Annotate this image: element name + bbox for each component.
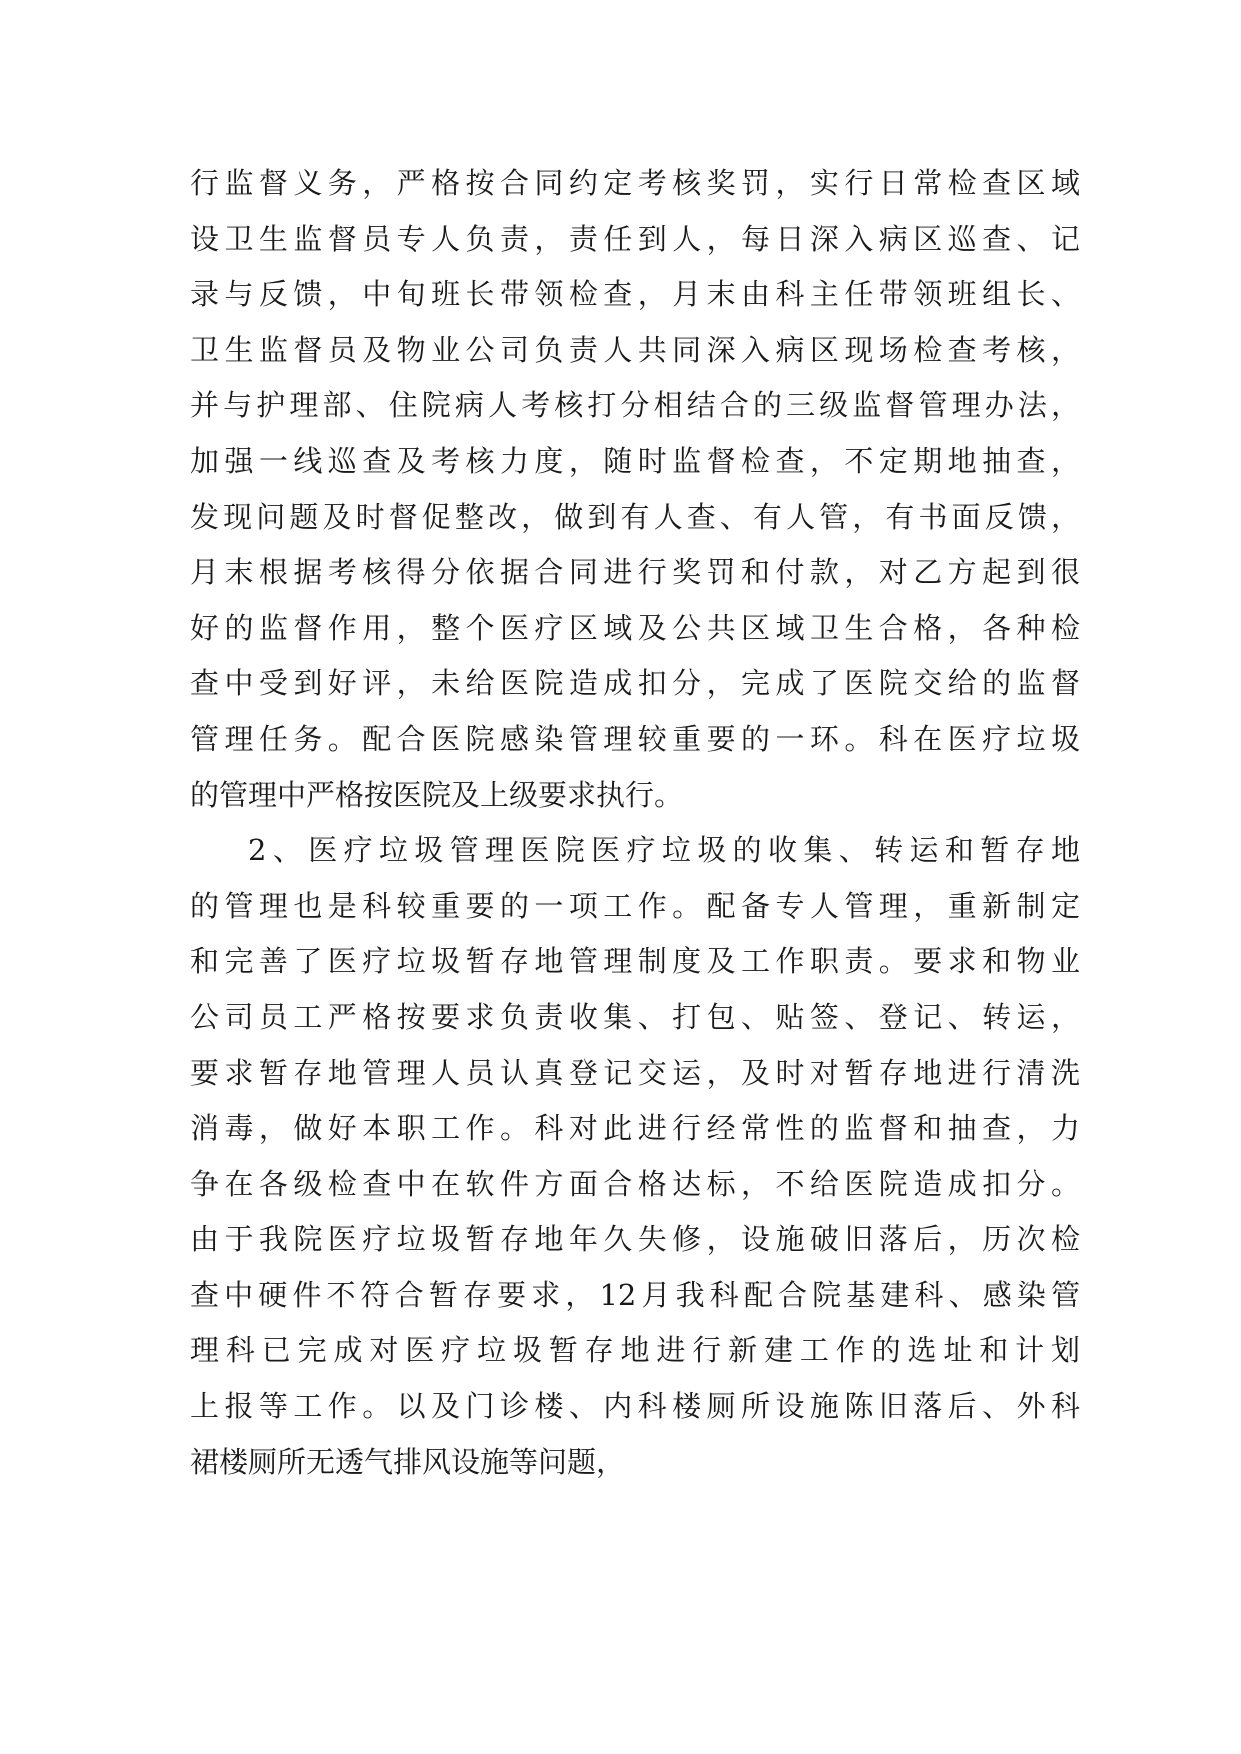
text-line: 的管理中严格按医院及上级要求执行。 (190, 777, 684, 812)
text-line: 和完善了医疗垃圾暂存地管理制度及工作职责。要求和物业 (190, 944, 1080, 979)
paragraph-2 (190, 823, 1080, 1490)
text-line: 消毒，做好本职工作。科对此进行经常性的监督和抽查，力 (190, 1111, 1080, 1146)
text-line: 争在各级检查中在软件方面合格达标，不给医院造成扣分。 (190, 1166, 1080, 1201)
text-line: 裙楼厕所无透气排风设施等问题， (190, 1444, 626, 1479)
text-line: 行监督义务，严格按合同约定考核奖罚，实行日常检查区域 (190, 166, 1080, 200)
text-line: 并与护理部、住院病人考核打分相结合的三级监督管理办法， (190, 388, 1080, 423)
text-line: 月末根据考核得分依据合同进行奖罚和付款，对乙方起到很 (190, 555, 1080, 590)
text-line: 好的监督作用，整个医疗区域及公共区域卫生合格，各种检 (190, 610, 1080, 645)
text-line: 的管理也是科较重要的一项工作。配备专人管理，重新制定 (190, 888, 1080, 923)
paragraph-1 (190, 156, 1080, 823)
text-line: 理科已完成对医疗垃圾暂存地进行新建工作的选址和计划 (190, 1333, 1080, 1368)
text-line: 管理任务。配合医院感染管理较重要的一环。科在医疗垃圾 (190, 721, 1080, 756)
text-line: 查中受到好评，未给医院造成扣分，完成了医院交给的监督 (190, 666, 1080, 701)
text-line: 查中硬件不符合暂存要求，12月我科配合院基建科、感染管 (190, 1277, 1080, 1312)
text-line: 加强一线巡查及考核力度，随时监督检查，不定期地抽查， (190, 443, 1080, 478)
text-line: 2、医疗垃圾管理医院医疗垃圾的收集、转运和暂存地 (248, 833, 1080, 868)
text-line: 发现问题及时督促整改，做到有人查、有人管，有书面反馈， (190, 499, 1080, 534)
text-line: 由于我院医疗垃圾暂存地年久失修，设施破旧落后，历次检 (190, 1222, 1080, 1257)
text-line: 要求暂存地管理人员认真登记交运，及时对暂存地进行清洗 (190, 1055, 1080, 1090)
text-line: 公司员工严格按要求负责收集、打包、贴签、登记、转运， (190, 999, 1080, 1034)
text-line: 录与反馈，中旬班长带领检查，月末由科主任带领班组长、 (190, 277, 1080, 312)
text-line: 卫生监督员及物业公司负责人共同深入病区现场检查考核， (190, 332, 1080, 367)
text-line: 上报等工作。以及门诊楼、内科楼厕所设施陈旧落后、外科 (190, 1389, 1080, 1424)
text-line: 设卫生监督员专人负责，责任到人，每日深入病区巡查、记 (190, 221, 1080, 256)
document-body (190, 156, 1080, 1490)
